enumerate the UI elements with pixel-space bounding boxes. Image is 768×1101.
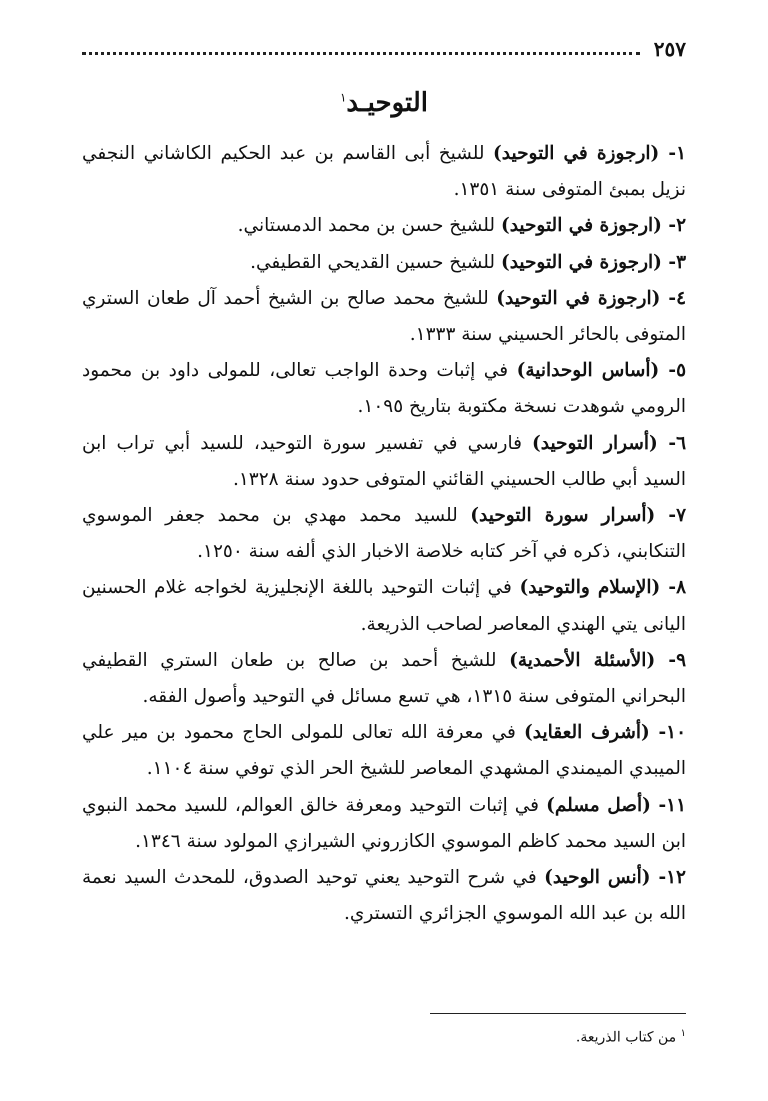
entry-book-title: (أشرف العقايد) <box>524 722 650 744</box>
entry-book-title: (ارجوزة في التوحيد) <box>500 251 662 273</box>
entry-item <box>82 245 686 281</box>
entry-number: ٩- <box>655 649 686 671</box>
entry-number: ١٠- <box>649 722 687 744</box>
entry-item <box>82 281 686 353</box>
entry-book-title: (ارجوزة في التوحيد) <box>493 143 660 164</box>
entry-number: ٤- <box>660 287 687 309</box>
entry-text: للسيد محمد مهدي بن محمد جعفر الموسوي التنكابني، ذكره في آخر كتابه خلاصة الاخبار الذي ألفه سنة ١٢٥٠. <box>82 505 686 563</box>
entry-number: ٥- <box>659 360 687 382</box>
page-number: ٢٥٧ <box>653 37 686 61</box>
entry-book-title: (أساس الوحدانية) <box>516 360 660 382</box>
entry-book-title: (ارجوزة في التوحيد) <box>500 215 662 237</box>
entry-text: للشيخ حسن بن محمد الدمستاني. <box>237 215 501 237</box>
header-dotted-rule <box>82 52 640 55</box>
entry-number: ٦- <box>657 432 686 454</box>
entry-text: في شرح التوحيد يعني توحيد الصدوق، للمحدث السيد نعمة الله بن عبد الله الموسوي الجزائري التستري. <box>82 867 686 925</box>
entry-text: في إثبات وحدة الواجب تعالى، للمولى داود بن محمود الرومي شوهدت نسخة مكتوبة بتاريخ ١٠٩٥. <box>82 360 686 418</box>
entry-number: ١١- <box>650 794 687 816</box>
entry-book-title: (الأسئلة الأحمدية) <box>509 649 656 671</box>
entry-text: في إثبات التوحيد ومعرفة خالق العوالم، للسيد محمد النبوي ابن السيد محمد كاظم الموسوي الكازروني الشيرازي المولود سنة ١٣٤٦. <box>82 794 686 852</box>
entry-book-title: (ارجوزة في التوحيد) <box>496 287 661 309</box>
footnote-mark: ١ <box>680 1028 686 1039</box>
entry-item <box>82 788 686 860</box>
entry-item <box>82 643 686 715</box>
entry-text: للشيخ أبى القاسم بن عبد الحكيم الكاشاني النجفي نزيل بمبئ المتوفى سنة ١٣٥١. <box>82 143 686 201</box>
entry-text: للشيخ محمد صالح بن الشيخ أحمد آل طعان الستري المتوفى بالحائر الحسيني سنة ١٣٣٣. <box>82 287 686 346</box>
entry-number: ٨- <box>660 577 686 599</box>
entry-number: ٣- <box>661 251 686 273</box>
entry-item <box>82 426 686 498</box>
entry-book-title: (الإسلام والتوحيد) <box>519 577 661 599</box>
footnote-text: من كتاب الذريعة. <box>575 1029 677 1046</box>
entry-item <box>82 715 686 787</box>
entry-item <box>82 498 686 570</box>
entry-number: ١- <box>659 143 686 164</box>
entry-item <box>82 860 686 932</box>
entry-item <box>82 208 686 244</box>
entry-book-title: (أسرار التوحيد) <box>532 432 658 454</box>
page-header <box>82 36 686 62</box>
entry-text: في معرفة الله تعالى للمولى الحاج محمود بن مير علي الميبدي الميمندي المشهدي المعاصر للشيخ الحر الذي توفي سنة ١١٠٤. <box>82 722 686 780</box>
title-footnote-mark: ١ <box>339 90 347 105</box>
chapter-title-text: التوحيـد <box>346 88 429 118</box>
entry-list <box>82 136 686 932</box>
entry-text: للشيخ حسين القديحي القطيفي. <box>250 251 501 273</box>
entry-item <box>82 353 686 425</box>
entry-book-title: (أصل مسلم) <box>546 794 651 816</box>
entry-number: ٧- <box>655 505 687 527</box>
entry-book-title: (أنس الوحيد) <box>544 867 651 889</box>
entry-number: ١٢- <box>650 867 686 889</box>
entry-text: للشيخ أحمد بن صالح بن طعان الستري القطيفي البحراني المتوفى سنة ١٣١٥، هي تسع مسائل في التوحيد وأصول الفقه. <box>82 649 686 708</box>
entry-number: ٢- <box>661 215 686 237</box>
entry-text: في إثبات التوحيد باللغة الإنجليزية لخواجه غلام الحسنين اليانى يتي الهندي المعاصر لصاحب الذريعة. <box>82 577 686 635</box>
entry-text: فارسي في تفسير سورة التوحيد، للسيد أبي تراب ابن السيد أبي طالب الحسيني القائني المتوفى حدود سنة ١٣٢٨. <box>82 432 686 490</box>
chapter-title <box>340 88 428 118</box>
entry-item <box>82 570 686 642</box>
entry-book-title: (أسرار سورة التوحيد) <box>470 505 656 527</box>
footnote <box>576 1028 686 1046</box>
title-container <box>0 88 768 118</box>
footnote-separator <box>430 1013 686 1014</box>
entry-item <box>82 136 686 208</box>
